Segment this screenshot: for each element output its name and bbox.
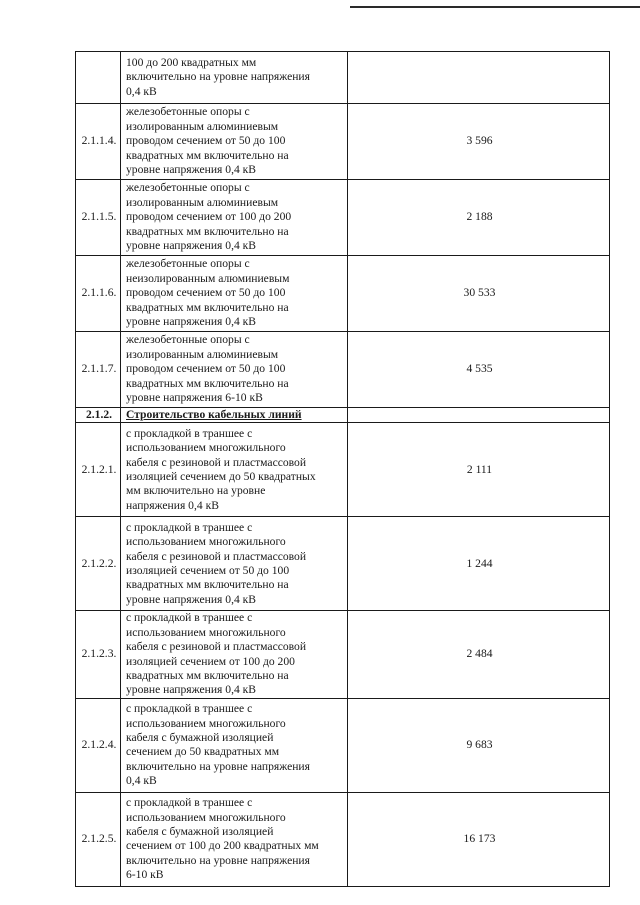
table-row bbox=[76, 52, 610, 104]
table-row bbox=[76, 256, 610, 332]
description-line: сечением до 50 квадратных мм bbox=[126, 745, 280, 759]
row-number: 2.1.1.5. bbox=[76, 180, 121, 256]
description-line: уровне напряжения 0,4 кВ bbox=[126, 683, 257, 697]
table-row bbox=[76, 611, 610, 698]
row-description bbox=[121, 611, 348, 698]
row-value: 1 244 bbox=[348, 517, 610, 611]
description-line: уровне напряжения 0,4 кВ bbox=[126, 163, 257, 177]
description-line: изолированным алюминиевым bbox=[126, 119, 279, 133]
description-line: включительно на уровне напряжения bbox=[126, 70, 310, 84]
row-value bbox=[348, 52, 610, 104]
row-description bbox=[121, 332, 348, 408]
description-line: кабеля с резиновой и пластмассовой bbox=[126, 640, 307, 654]
row-value bbox=[348, 408, 610, 423]
description-line: квадратных мм включительно на bbox=[126, 669, 289, 683]
description-line: неизолированным алюминиевым bbox=[126, 271, 290, 285]
description-line: включительно на уровне напряжения bbox=[126, 853, 310, 867]
description-line: квадратных мм включительно на bbox=[126, 376, 289, 390]
row-description bbox=[121, 792, 348, 886]
row-description bbox=[121, 52, 348, 104]
description-line: кабеля с резиновой и пластмассовой bbox=[126, 549, 307, 563]
table-row bbox=[76, 698, 610, 792]
row-value: 3 596 bbox=[348, 104, 610, 180]
row-number: 2.1.2.2. bbox=[76, 517, 121, 611]
table-row bbox=[76, 517, 610, 611]
description-line: напряжения 0,4 кВ bbox=[126, 498, 219, 512]
row-number bbox=[76, 52, 121, 104]
description-line: проводом сечением от 50 до 100 bbox=[126, 134, 286, 148]
tariff-table bbox=[75, 51, 610, 887]
row-description bbox=[121, 256, 348, 332]
description-line: изолированным алюминиевым bbox=[126, 347, 279, 361]
description-line: железобетонные опоры с bbox=[126, 181, 250, 195]
description-line: использованием многожильного bbox=[126, 625, 286, 639]
row-description bbox=[121, 180, 348, 256]
table-row bbox=[76, 104, 610, 180]
description-line: 0,4 кВ bbox=[126, 774, 157, 788]
description-line: Строительство кабельных линий bbox=[126, 408, 302, 421]
table-row bbox=[76, 332, 610, 408]
row-description bbox=[121, 104, 348, 180]
table-row bbox=[76, 423, 610, 517]
description-line: использованием многожильного bbox=[126, 441, 286, 455]
description-line: включительно на уровне напряжения bbox=[126, 759, 310, 773]
document-page bbox=[75, 51, 610, 887]
description-line: использованием многожильного bbox=[126, 810, 286, 824]
description-line: железобетонные опоры с bbox=[126, 105, 250, 119]
description-line: кабеля с резиновой и пластмассовой bbox=[126, 455, 307, 469]
description-line: уровне напряжения 0,4 кВ bbox=[126, 315, 257, 329]
row-value: 30 533 bbox=[348, 256, 610, 332]
row-value: 4 535 bbox=[348, 332, 610, 408]
row-value: 2 484 bbox=[348, 611, 610, 698]
description-line: с прокладкой в траншее с bbox=[126, 702, 253, 716]
description-line: изоляцией сечением от 100 до 200 bbox=[126, 654, 295, 668]
top-edge-line bbox=[350, 6, 640, 8]
row-number: 2.1.2.5. bbox=[76, 792, 121, 886]
description-line: квадратных мм включительно на bbox=[126, 148, 289, 162]
row-number: 2.1.2.4. bbox=[76, 698, 121, 792]
description-line: 100 до 200 квадратных мм bbox=[126, 55, 257, 69]
row-description bbox=[121, 517, 348, 611]
description-line: уровне напряжения 0,4 кВ bbox=[126, 239, 257, 253]
section-title bbox=[121, 408, 348, 423]
description-line: использованием многожильного bbox=[126, 535, 286, 549]
description-line: 0,4 кВ bbox=[126, 84, 157, 98]
row-number: 2.1.2.3. bbox=[76, 611, 121, 698]
section-row bbox=[76, 408, 610, 423]
description-line: проводом сечением от 50 до 100 bbox=[126, 362, 286, 376]
description-line: квадратных мм включительно на bbox=[126, 578, 289, 592]
description-line: с прокладкой в траншее с bbox=[126, 520, 253, 534]
row-description bbox=[121, 698, 348, 792]
description-line: с прокладкой в траншее с bbox=[126, 796, 253, 810]
description-line: с прокладкой в траншее с bbox=[126, 611, 253, 625]
description-line: изолированным алюминиевым bbox=[126, 195, 279, 209]
description-line: квадратных мм включительно на bbox=[126, 300, 289, 314]
description-line: кабеля с бумажной изоляцией bbox=[126, 824, 274, 838]
description-line: 6-10 кВ bbox=[126, 868, 164, 882]
description-line: железобетонные опоры с bbox=[126, 333, 250, 347]
description-line: изоляцией сечением от 50 до 100 bbox=[126, 563, 290, 577]
description-line: использованием многожильного bbox=[126, 716, 286, 730]
row-description bbox=[121, 423, 348, 517]
row-value: 9 683 bbox=[348, 698, 610, 792]
description-line: с прокладкой в траншее с bbox=[126, 426, 253, 440]
row-number: 2.1.2. bbox=[76, 408, 121, 423]
tariff-table-body bbox=[76, 52, 610, 887]
description-line: проводом сечением от 50 до 100 bbox=[126, 286, 286, 300]
description-line: железобетонные опоры с bbox=[126, 257, 250, 271]
description-line: сечением от 100 до 200 квадратных мм bbox=[126, 839, 319, 853]
table-row bbox=[76, 180, 610, 256]
row-value: 2 111 bbox=[348, 423, 610, 517]
row-value: 2 188 bbox=[348, 180, 610, 256]
description-line: мм включительно на уровне bbox=[126, 484, 266, 498]
row-number: 2.1.1.4. bbox=[76, 104, 121, 180]
description-line: квадратных мм включительно на bbox=[126, 224, 289, 238]
description-line: уровне напряжения 0,4 кВ bbox=[126, 592, 257, 606]
description-line: проводом сечением от 100 до 200 bbox=[126, 210, 292, 224]
description-line: кабеля с бумажной изоляцией bbox=[126, 730, 274, 744]
description-line: уровне напряжения 6-10 кВ bbox=[126, 391, 263, 405]
table-row bbox=[76, 792, 610, 886]
row-value: 16 173 bbox=[348, 792, 610, 886]
description-line: изоляцией сечением до 50 квадратных bbox=[126, 469, 316, 483]
row-number: 2.1.2.1. bbox=[76, 423, 121, 517]
row-number: 2.1.1.6. bbox=[76, 256, 121, 332]
row-number: 2.1.1.7. bbox=[76, 332, 121, 408]
